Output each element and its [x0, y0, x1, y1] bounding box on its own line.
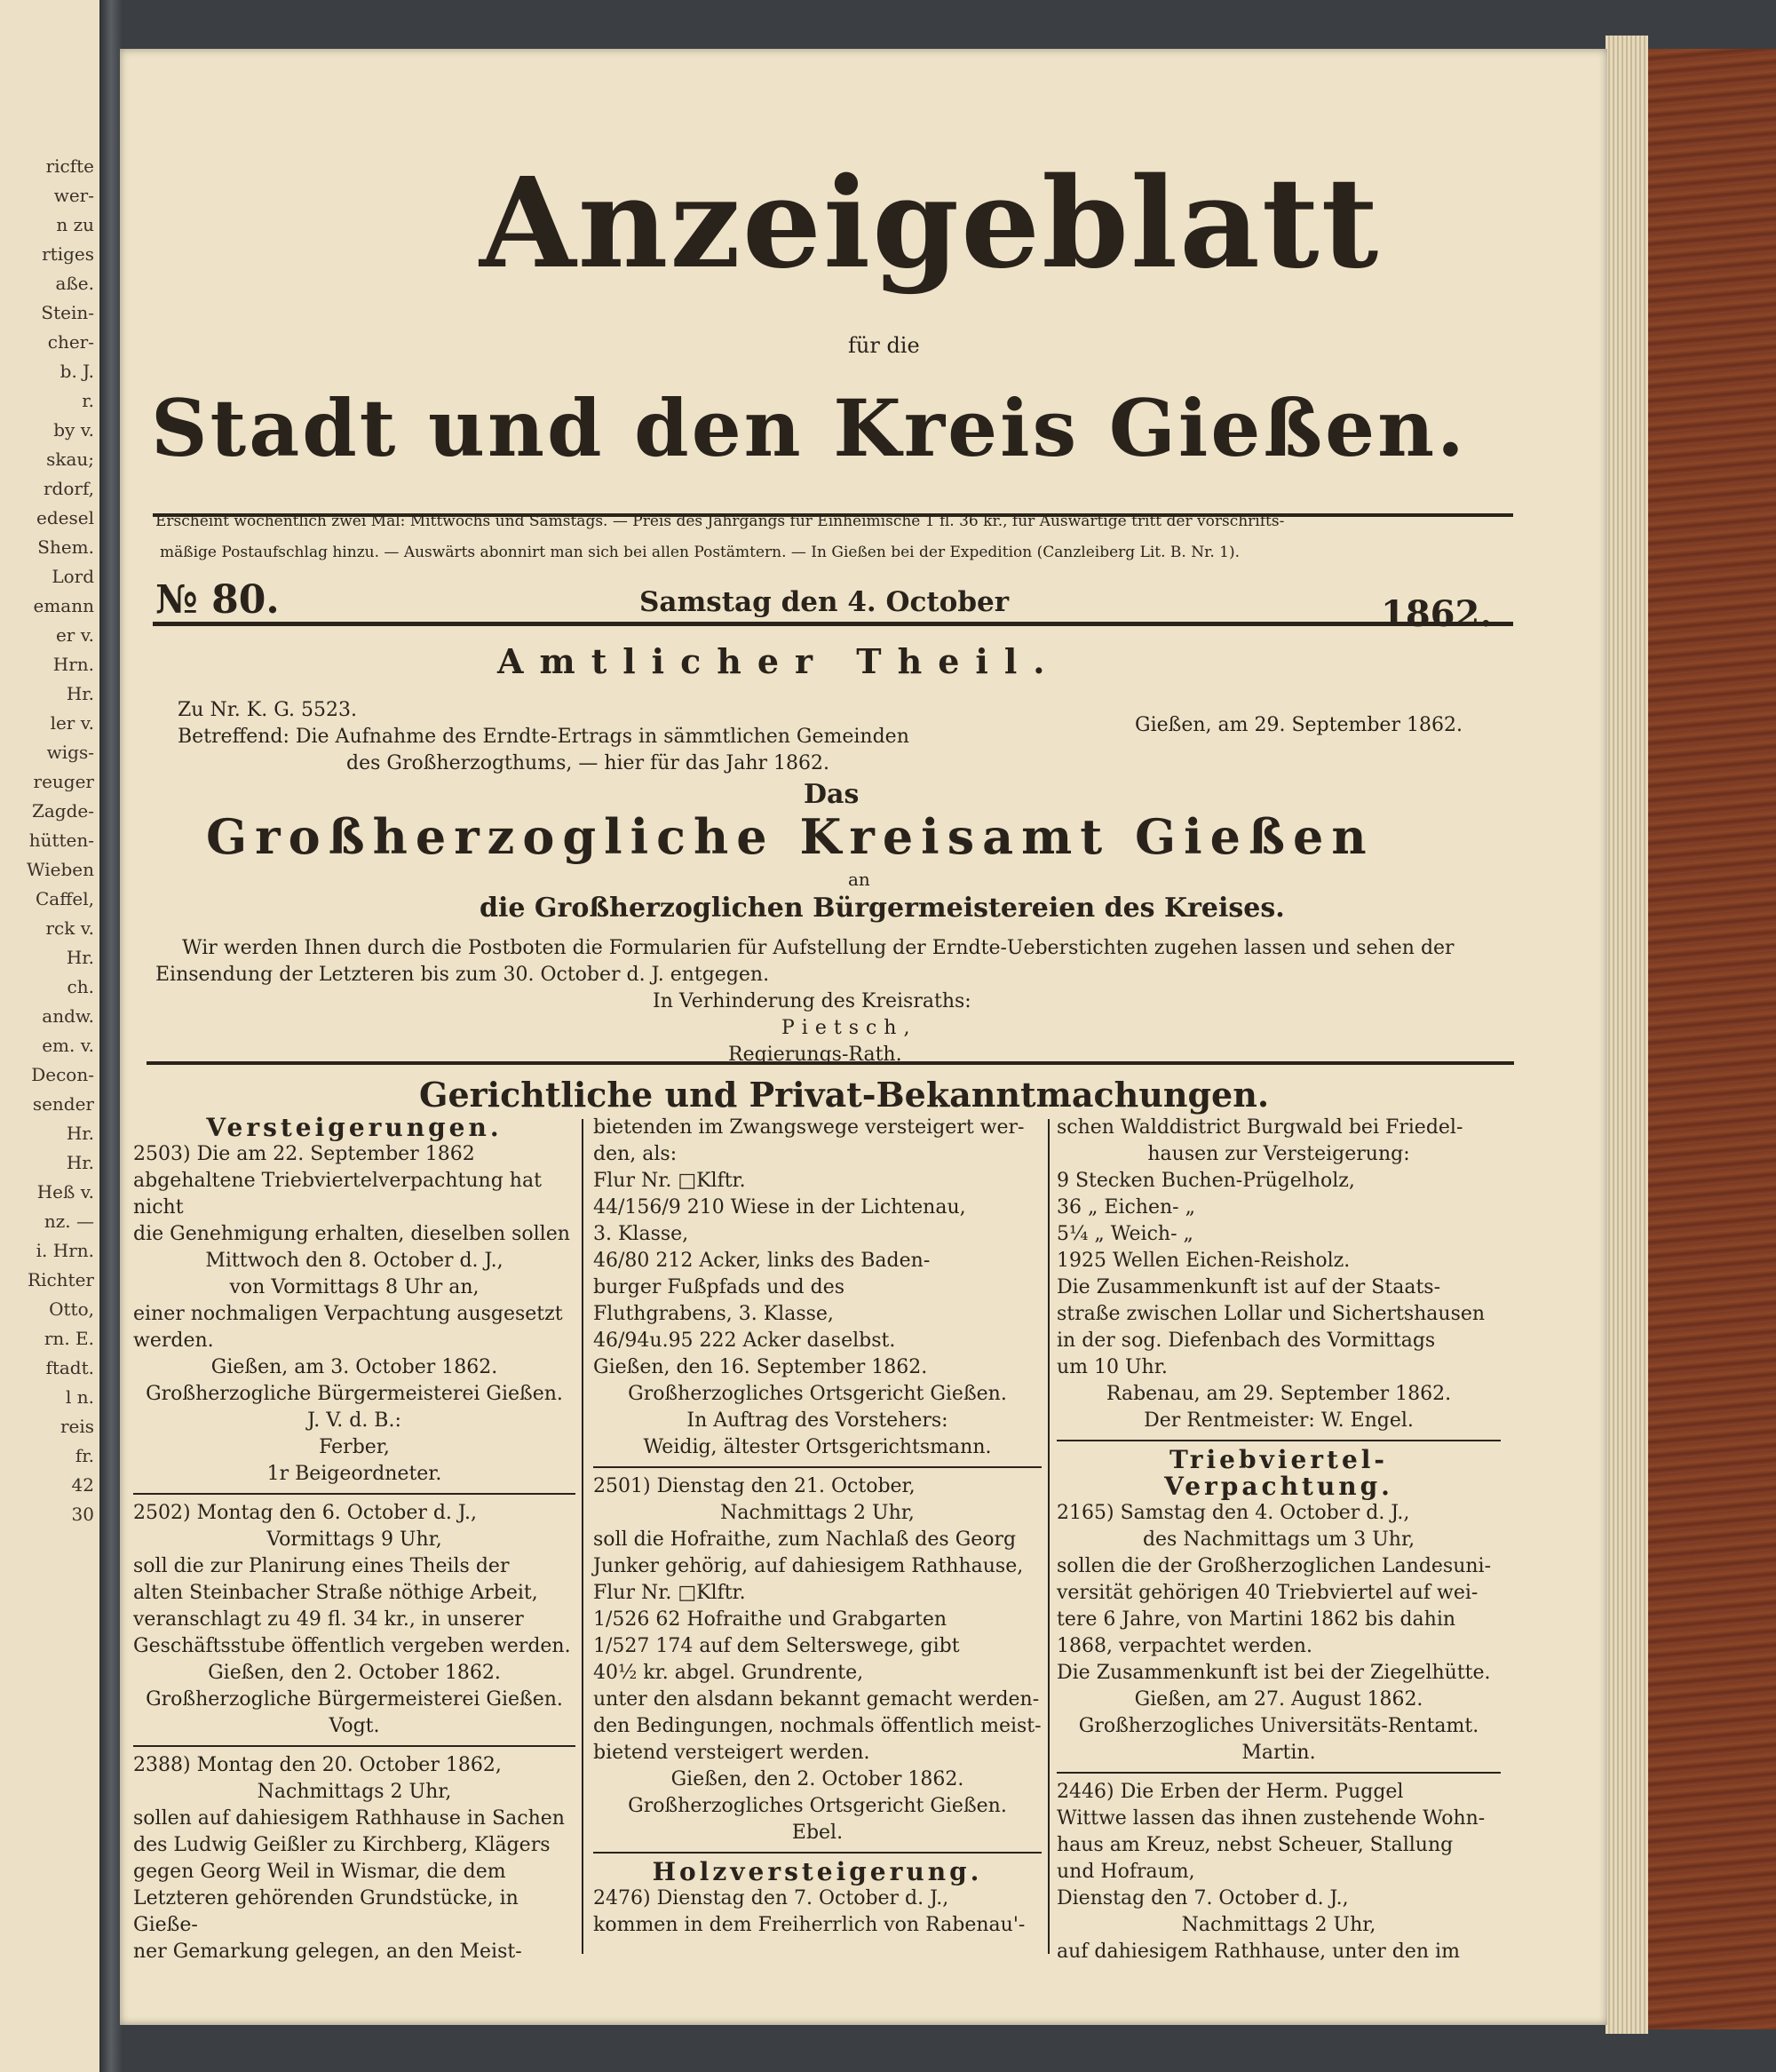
official-sign-3: Regierungs-Rath.	[728, 1044, 902, 1066]
left-page-fragment-line: wer-	[53, 185, 94, 206]
column-text-line: 9 Stecken Buchen-Prügelholz,	[1057, 1170, 1355, 1192]
column-text-line: Martin.	[1241, 1742, 1316, 1764]
masthead-title: Anzeigeblatt	[480, 151, 1381, 297]
column-text-line: sollen auf dahiesigem Rathhause in Sachen	[133, 1807, 565, 1830]
column-text-line: schen Walddistrict Burgwald bei Friedel-	[1057, 1116, 1463, 1139]
column-text-line: Nachmittags 2 Uhr,	[720, 1502, 915, 1524]
column-3	[1057, 1115, 1501, 1965]
column-text-line: Großherzogliches Ortsgericht Gießen.	[628, 1795, 1007, 1817]
column-text-line: bietenden im Zwangswege versteigert wer-	[593, 1116, 1025, 1139]
column-text-line: von Vormittags 8 Uhr an,	[229, 1276, 480, 1298]
column-text-line: 1/527 174 auf dem Selterswege, gibt	[593, 1635, 960, 1657]
column-text-line: Ebel.	[791, 1822, 844, 1844]
left-page-fragment-line: andw.	[42, 1005, 94, 1027]
column-text-line: 2502) Montag den 6. October d. J.,	[133, 1502, 478, 1524]
left-page-fragment-line: n zu	[56, 214, 94, 235]
notice-separator	[1057, 1772, 1501, 1774]
column-text-line: soll die Hofraithe, zum Nachlaß des Georg	[593, 1528, 1017, 1551]
column-text-line: des Nachmittags um 3 Uhr,	[1142, 1528, 1415, 1551]
left-page-fragment	[0, 0, 102, 2072]
left-page-fragment-line: b. J.	[59, 361, 94, 382]
column-text-line: Der Rentmeister: W. Engel.	[1144, 1409, 1414, 1432]
page-edges	[1606, 36, 1648, 2034]
column-text-line: 2476) Dienstag den 7. October d. J.,	[593, 1887, 949, 1909]
column-text-line: 36 „ Eichen- „	[1057, 1196, 1195, 1219]
column-text-line: um 10 Uhr.	[1057, 1356, 1168, 1378]
column-text-line: versität gehörigen 40 Triebviertel auf wei-	[1057, 1582, 1479, 1604]
left-page-fragment-line: Heß v.	[36, 1181, 94, 1203]
column-text-line: Weidig, ältester Ortsgerichtsmann.	[643, 1436, 992, 1458]
column-text-line: 3. Klasse,	[593, 1223, 689, 1245]
issue-year: 1862.	[1381, 593, 1493, 635]
column-text-line: in der sog. Diefenbach des Vormittags	[1057, 1330, 1436, 1352]
left-page-fragment-line: by v.	[53, 419, 94, 441]
column-text-line: 2165) Samstag den 4. October d. J.,	[1057, 1502, 1410, 1524]
column-text-line: unter den alsdann bekannt gemacht werden-	[593, 1688, 1040, 1711]
column-text-line: Triebviertel-Verpachtung.	[1164, 1445, 1393, 1501]
column-text-line: Die Zusammenkunft ist bei der Ziegelhütte.	[1057, 1662, 1491, 1684]
subscription-info-line2: mäßige Postaufschlag hinzu. — Auswärts abonnirt man sich bei allen Postämtern. — In Gießen bei der Expedition (Canzleiberg Lit. B. Nr. 1).	[160, 544, 1241, 561]
left-page-fragment-line: Hr.	[66, 1152, 94, 1173]
column-text-line: Gießen, den 2. October 1862.	[208, 1662, 501, 1684]
column-text-line: Nachmittags 2 Uhr,	[257, 1781, 452, 1803]
official-recipients: die Großherzoglichen Bürgermeistereien des Kreises.	[480, 893, 1285, 924]
official-body-1: Wir werden Ihnen durch die Postboten die Formularien für Aufstellung der Erndte-Ueberstichten zugehen lassen und sehen der	[182, 937, 1455, 959]
left-page-fragment-line: Hr.	[66, 1123, 94, 1144]
leather-spine	[1648, 49, 1776, 2029]
left-page-fragment-line: ftadt.	[45, 1357, 94, 1378]
left-page-fragment-line: Hr.	[66, 947, 94, 968]
left-page-fragment-line: ch.	[67, 976, 94, 997]
left-page-fragment-line: Shem.	[37, 536, 94, 558]
left-page-fragment-line: wigs-	[46, 742, 94, 763]
official-das: Das	[804, 779, 860, 810]
column-text-line: bietend versteigert werden.	[593, 1742, 870, 1764]
column-text-line: Letzteren gehörenden Grundstücke, in Gieße-	[133, 1887, 519, 1936]
left-page-fragment-line: rdorf,	[43, 478, 94, 499]
column-text-line: Fluthgrabens, 3. Klasse,	[593, 1303, 834, 1325]
left-page-fragment-line: 42	[71, 1474, 94, 1496]
column-text-line: gegen Georg Weil in Wismar, die dem	[133, 1861, 506, 1883]
left-page-fragment-line: Lord	[52, 566, 94, 587]
left-page-fragment-line: ricfte	[45, 155, 94, 177]
column-text-line: Versteigerungen.	[206, 1113, 503, 1142]
column-text-line: 2446) Die Erben der Herm. Puggel	[1057, 1781, 1404, 1803]
official-sign-2: Pietsch,	[781, 1017, 917, 1039]
left-page-fragment-line: er v.	[55, 624, 94, 646]
left-page-fragment-line: Zagde-	[31, 800, 94, 822]
column-text-line: einer nochmaligen Verpachtung ausgesetzt	[133, 1303, 563, 1325]
column-text-line: 1r Beigeordneter.	[266, 1463, 442, 1485]
column-text-line: werden.	[133, 1330, 214, 1352]
column-text-line: 2501) Dienstag den 21. October,	[593, 1475, 916, 1497]
column-text-line: 1925 Wellen Eichen-Reisholz.	[1057, 1250, 1351, 1272]
column-text-line: sollen die der Großherzoglichen Landesuni-	[1057, 1555, 1492, 1577]
column-text-line: abgehaltene Triebviertelverpachtung hat nicht	[133, 1170, 542, 1219]
masthead-fuer-die: für die	[848, 333, 920, 358]
section-rule	[147, 1061, 1514, 1065]
left-page-fragment-line: nz. —	[44, 1211, 94, 1232]
column-text-line: Großherzogliches Universitäts-Rentamt.	[1078, 1715, 1479, 1737]
column-text-line: burger Fußpfads und des	[593, 1276, 845, 1298]
left-page-fragment-line: Hr.	[66, 683, 94, 704]
official-authority: Großherzogliche Kreisamt Gießen	[206, 808, 1375, 865]
official-ref: Zu Nr. K. G. 5523.	[178, 699, 357, 721]
column-text-line: In Auftrag des Vorstehers:	[686, 1409, 948, 1432]
column-text-line: und Hofraum,	[1057, 1861, 1195, 1883]
column-text-line: 46/80 212 Acker, links des Baden-	[593, 1250, 931, 1272]
left-page-fragment-line: rck v.	[45, 917, 94, 939]
column-text-line: Gießen, den 2. October 1862.	[670, 1768, 964, 1790]
left-page-fragment-line: reuger	[33, 771, 94, 792]
notice-separator	[593, 1852, 1042, 1854]
column-text-line: 44/156/9 210 Wiese in der Lichtenau,	[593, 1196, 966, 1219]
left-page-fragment-line: rtiges	[42, 243, 94, 265]
left-page-fragment-line: Caffel,	[35, 888, 94, 909]
column-text-line: Großherzogliche Bürgermeisterei Gießen.	[146, 1383, 563, 1405]
column-text-line: haus am Kreuz, nebst Scheuer, Stallung	[1057, 1834, 1454, 1856]
column-2	[593, 1115, 1042, 1939]
issue-number: № 80.	[155, 577, 280, 623]
left-page-fragment-line: 30	[71, 1504, 94, 1525]
issue-rule	[153, 622, 1513, 626]
column-text-line: des Ludwig Geißler zu Kirchberg, Klägers	[133, 1834, 551, 1856]
column-text-line: Gießen, am 3. October 1862.	[210, 1356, 498, 1378]
left-page-fragment-line: fr.	[75, 1445, 94, 1466]
notice-separator	[133, 1745, 575, 1747]
left-page-fragment-line: aße.	[55, 273, 94, 294]
left-page-fragment-line: r.	[82, 390, 94, 411]
left-page-fragment-line: i. Hrn.	[36, 1240, 94, 1261]
subscription-info-line1: Erscheint wöchentlich zwei Mal: Mittwochs und Samstags. — Preis des Jahrgangs für Einheimische 1 fl. 36 kr., für Auswärtige tritt der vorschrifts-	[155, 512, 1285, 530]
column-text-line: Gießen, den 16. September 1862.	[593, 1356, 928, 1378]
column-text-line: Ferber,	[319, 1436, 390, 1458]
left-page-fragment-line: rn. E.	[44, 1328, 94, 1349]
left-page-fragment-line: Decon-	[31, 1064, 94, 1085]
column-text-line: Vormittags 9 Uhr,	[266, 1528, 442, 1551]
left-page-fragment-line: em. v.	[42, 1035, 94, 1056]
left-page-fragment-line: Wieben	[27, 859, 94, 880]
column-text-line: Rabenau, am 29. September 1862.	[1106, 1383, 1452, 1405]
column-text-line: Gießen, am 27. August 1862.	[1134, 1688, 1423, 1711]
left-page-fragment-line: Hrn.	[52, 654, 94, 675]
column-text-line: auf dahiesigem Rathhause, unter den im	[1057, 1941, 1460, 1963]
column-text-line: Nachmittags 2 Uhr,	[1181, 1914, 1376, 1936]
column-text-line: 40½ kr. abgel. Grundrente,	[593, 1662, 864, 1684]
column-text-line: veranschlagt zu 49 fl. 34 kr., in unserer	[133, 1608, 524, 1631]
column-text-line: 2388) Montag den 20. October 1862,	[133, 1754, 502, 1776]
column-divider-1	[582, 1119, 583, 1954]
official-an: an	[848, 869, 870, 890]
column-text-line: alten Steinbacher Straße nöthige Arbeit,	[133, 1582, 538, 1604]
column-text-line: 2503) Die am 22. September 1862	[133, 1143, 475, 1165]
column-text-line: 1868, verpachtet werden.	[1057, 1635, 1312, 1657]
official-place-date: Gießen, am 29. September 1862.	[1135, 714, 1463, 736]
column-text-line: 46/94u.95 222 Acker daselbst.	[593, 1330, 896, 1352]
column-text-line: kommen in dem Freiherrlich von Rabenau'-	[593, 1914, 1026, 1936]
column-text-line: 1/526 62 Hofraithe und Grabgarten	[593, 1608, 947, 1631]
column-text-line: Junker gehörig, auf dahiesigem Rathhause,	[593, 1555, 1024, 1577]
official-subject-1: Betreffend: Die Aufnahme des Erndte-Ertrags in sämmtlichen Gemeinden	[178, 726, 909, 748]
column-text-line: Vogt.	[329, 1715, 380, 1737]
column-text-line: soll die zur Planirung eines Theils der	[133, 1555, 510, 1577]
column-text-line: den Bedingungen, nochmals öffentlich meist-	[593, 1715, 1042, 1737]
left-page-fragment-line: l n.	[66, 1386, 94, 1408]
column-text-line: hausen zur Versteigerung:	[1147, 1143, 1410, 1165]
issue-date: Samstag den 4. October	[639, 586, 1010, 618]
column-text-line: Geschäftsstube öffentlich vergeben werden.	[133, 1635, 571, 1657]
notice-separator	[1057, 1440, 1501, 1441]
column-text-line: Großherzogliches Ortsgericht Gießen.	[628, 1383, 1007, 1405]
column-text-line: tere 6 Jahre, von Martini 1862 bis dahin	[1057, 1608, 1456, 1631]
left-page-fragment-line: skau;	[46, 449, 94, 470]
column-text-line: straße zwischen Lollar und Sichertshausen	[1057, 1303, 1486, 1325]
column-text-line: Großherzogliche Bürgermeisterei Gießen.	[146, 1688, 563, 1711]
column-text-line: Flur Nr. □Klftr.	[593, 1170, 746, 1192]
column-text-line: Holzversteigerung.	[652, 1857, 983, 1886]
left-page-fragment-line: Otto,	[49, 1298, 94, 1320]
column-text-line: Mittwoch den 8. October d. J.,	[205, 1250, 503, 1272]
left-page-fragment-line: sender	[32, 1093, 94, 1115]
left-page-fragment-line: cher-	[47, 331, 94, 353]
official-heading: Amtlicher Theil.	[497, 641, 1061, 681]
column-text-line: Dienstag den 7. October d. J.,	[1057, 1887, 1349, 1909]
left-page-fragment-line: edesel	[36, 507, 94, 528]
column-text-line: J. V. d. B.:	[307, 1409, 401, 1432]
left-page-fragment-line: Richter	[28, 1269, 94, 1290]
notice-separator	[593, 1466, 1042, 1468]
column-text-line: Die Zusammenkunft ist auf der Staats-	[1057, 1276, 1441, 1298]
column-text-line: 5¼ „ Weich- „	[1057, 1223, 1193, 1245]
left-page-fragment-line: reis	[59, 1416, 94, 1437]
column-text-line: Wittwe lassen das ihnen zustehende Wohn-	[1057, 1807, 1486, 1830]
column-text-line: den, als:	[593, 1143, 678, 1165]
left-page-fragment-line: Stein-	[41, 302, 94, 323]
column-text-line: die Genehmigung erhalten, dieselben sollen	[133, 1223, 570, 1245]
official-body-2: Einsendung der Letzteren bis zum 30. October d. J. entgegen.	[155, 964, 770, 986]
column-1	[133, 1115, 575, 1965]
left-page-fragment-line: emann	[33, 595, 94, 616]
column-text-line: ner Gemarkung gelegen, an den Meist-	[133, 1941, 522, 1963]
left-page-fragment-line: ler v.	[50, 712, 94, 734]
column-divider-2	[1048, 1119, 1050, 1954]
left-page-fragment-line: hütten-	[28, 830, 94, 851]
notice-separator	[133, 1493, 575, 1495]
section-heading: Gerichtliche und Privat-Bekanntmachungen.	[419, 1075, 1270, 1115]
masthead-subtitle: Stadt und den Kreis Gießen.	[151, 382, 1467, 474]
column-text-line: Flur Nr. □Klftr.	[593, 1582, 746, 1604]
official-subject-2: des Großherzogthums, — hier für das Jahr 1862.	[346, 752, 829, 774]
official-sign-1: In Verhinderung des Kreisraths:	[653, 990, 971, 1012]
